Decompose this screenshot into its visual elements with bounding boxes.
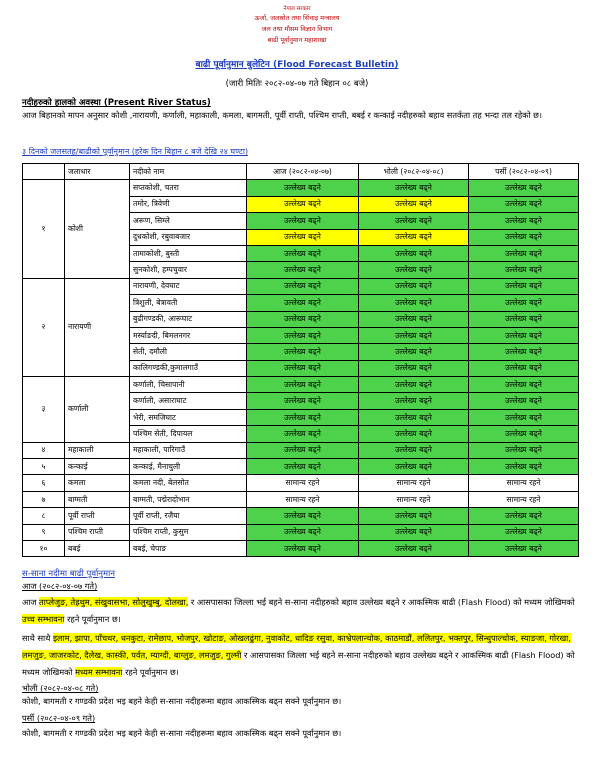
forecast-dayafter: उल्लेख्य बढ्ने <box>469 459 579 475</box>
forecast-today: उल्लेख्य बढ्ने <box>247 508 359 524</box>
table-row <box>23 459 579 475</box>
forecast-tomorrow: उल्लेख्य बढ्ने <box>359 426 469 442</box>
forecast-today: उल्लेख्य बढ्ने <box>247 426 359 442</box>
forecast-tomorrow: उल्लेख्य बढ्ने <box>359 524 469 540</box>
forecast-today: उल्लेख्य बढ्ने <box>247 278 359 294</box>
forecast-tomorrow: सामान्य रहने <box>359 475 469 491</box>
forecast-dayafter: उल्लेख्य बढ्ने <box>469 344 579 360</box>
river-station: कालिगण्डकी,कुमालगाउँ <box>130 360 247 376</box>
basin-name: कोशी <box>65 180 130 278</box>
forecast-tomorrow: उल्लेख्य बढ्ने <box>359 196 469 212</box>
forecast-tomorrow: उल्लेख्य बढ्ने <box>359 229 469 245</box>
forecast-today: उल्लेख्य बढ्ने <box>247 409 359 425</box>
forecast-tomorrow: उल्लेख्य बढ्ने <box>359 360 469 376</box>
river-station: पश्चिम राप्ती, कुसुम <box>130 524 247 540</box>
forecast-today: उल्लेख्य बढ्ने <box>247 360 359 376</box>
table-row <box>23 524 579 540</box>
river-station: तामाकोशी, बुस्ती <box>130 245 247 261</box>
basin-number: ६ <box>23 475 65 491</box>
forecast-dayafter: उल्लेख्य बढ्ने <box>469 409 579 425</box>
present-status-heading: नदीहरुको हालको अवस्था (Present River Status) <box>22 98 211 108</box>
table-row <box>23 491 579 507</box>
basin-number: २ <box>23 278 65 376</box>
org-line-3: जल तथा मौसम विज्ञान विभाग <box>261 25 333 33</box>
tomorrow-label: भोली (२०८२-०४-०८ गते) <box>22 683 99 693</box>
forecast-dayafter: उल्लेख्य बढ्ने <box>469 180 579 196</box>
table-row <box>23 508 579 524</box>
basin-name: कर्णाली <box>65 377 130 443</box>
forecast-dayafter: उल्लेख्य बढ्ने <box>469 524 579 540</box>
table-row <box>23 377 579 393</box>
river-station: कर्णाली, चिसापानी <box>130 377 247 393</box>
river-station: दुधकोशी, रबुवाबजार <box>130 229 247 245</box>
today-p2-pre: साथै साथै <box>22 633 53 643</box>
forecast-today: उल्लेख्य बढ्ने <box>247 344 359 360</box>
today-p1-districts: ताप्लेजुङ, तेह्रथुम, संखुवासभा, सोलुखुम्बु, दोलखा, <box>39 597 189 607</box>
today-p1-pre: आज <box>22 597 40 607</box>
forecast-tomorrow: उल्लेख्य बढ्ने <box>359 180 469 196</box>
today-p1-post: रहने पूर्वानुमान छ। <box>64 614 121 624</box>
dayafter-text: कोशी, बागमती र गण्डकी प्रदेश भइ बहने केही स-साना नदीहरूमा बहाव आकस्मिक बढ्न सक्ने पूर्वानुमान छ। <box>22 728 342 738</box>
header-cell: जलाधार <box>65 164 130 180</box>
table-row <box>23 278 579 294</box>
river-station: बबई, चेपाङ <box>130 540 247 556</box>
forecast-dayafter: उल्लेख्य बढ्ने <box>469 229 579 245</box>
forecast-tomorrow: उल्लेख्य बढ्ने <box>359 393 469 409</box>
forecast-today: उल्लेख्य बढ्ने <box>247 295 359 311</box>
river-station: बुढीगण्डकी, आरूघाट <box>130 311 247 327</box>
forecast-today: सामान्य रहने <box>247 491 359 507</box>
table-row <box>23 475 579 491</box>
table-row <box>23 180 579 196</box>
forecast-today: उल्लेख्य बढ्ने <box>247 377 359 393</box>
forecast-today: उल्लेख्य बढ्ने <box>247 459 359 475</box>
today-paragraph-2 <box>22 630 582 681</box>
forecast-today: उल्लेख्य बढ्ने <box>247 196 359 212</box>
forecast-dayafter: उल्लेख्य बढ्ने <box>469 540 579 556</box>
basin-name: बाग्मती <box>65 491 130 507</box>
forecast-dayafter: उल्लेख्य बढ्ने <box>469 327 579 343</box>
forecast-dayafter: उल्लेख्य बढ्ने <box>469 377 579 393</box>
basin-number: ७ <box>23 491 65 507</box>
forecast-today: उल्लेख्य बढ्ने <box>247 245 359 261</box>
small-rivers-heading: स-साना नदीमा बाढी पूर्वानुमान <box>22 569 116 579</box>
forecast-tomorrow: उल्लेख्य बढ्ने <box>359 540 469 556</box>
river-station: पश्चिम सेती, दिपायल <box>130 426 247 442</box>
forecast-dayafter: उल्लेख्य बढ्ने <box>469 393 579 409</box>
today-p2-mid: र आसपासका जिल्ला भई बहने स-साना नदीहरुको बहाव उल्लेख्य बढ्ने र आकस्मिक बाढी (Flash Flood) को मध्यम जोखिमको <box>22 650 575 677</box>
forecast-today: सामान्य रहने <box>247 475 359 491</box>
forecast-table-caption: ३ दिनको जलसतह/बाढीको पूर्वानुमान (हरेक दिन बिहान ८ बजे देखि २४ घण्टा) <box>22 147 249 156</box>
river-station: पूर्वी राप्ती, रजैया <box>130 508 247 524</box>
forecast-tomorrow: उल्लेख्य बढ्ने <box>359 442 469 458</box>
forecast-dayafter: उल्लेख्य बढ्ने <box>469 508 579 524</box>
basin-name: महाकाली <box>65 442 130 458</box>
forecast-tomorrow: उल्लेख्य बढ्ने <box>359 245 469 261</box>
forecast-dayafter: उल्लेख्य बढ्ने <box>469 213 579 229</box>
org-line-1: नेपाल सरकार <box>283 6 311 12</box>
today-p1-mid: र आसपासका जिल्ला भई बहने स-साना नदीहरुको बहाव उल्लेख्य बढ्ने र आकस्मिक बाढी (Flash Flood) को मध्यम जोखिमको <box>188 597 575 607</box>
today-p2-districts: इलाम, झापा, पाँचथर, धनकुटा, रामेछाप, भोजपुर, खोटाङ, ओखलढुंगा, नुवाकोट, धादिङ रसुवा, काभ्रेपलान्चोक, काठमाडौं, ललितपुर, भक्तपुर, सिन्धुपाल्चोक, स्याङजा, गोरखा, लमजुङ, जाजरकोट, दैलेख, कास्की, पर्वत, म्याग्दी, बाग्लुङ, लमजुङ, गुल्मी <box>22 633 571 660</box>
forecast-today: उल्लेख्य बढ्ने <box>247 393 359 409</box>
today-p2-post: रहने पूर्वानुमान छ। <box>122 667 179 677</box>
forecast-dayafter: उल्लेख्य बढ्ने <box>469 262 579 278</box>
forecast-tomorrow: उल्लेख्य बढ्ने <box>359 295 469 311</box>
basin-name: पूर्वी राप्ती <box>65 508 130 524</box>
header-cell <box>23 164 65 180</box>
forecast-tomorrow: उल्लेख्य बढ्ने <box>359 311 469 327</box>
present-status-text: आज बिहानको मापन अनुसार कोशी ,नारायणी, कर्णाली, महाकाली, कमला, बागमती, पूर्वी राप्ती, पश्चिम राप्ती, बबई र कन्काई नदीहरुको बहाव सतर्कता तह भन्दा तल रहेको छ। <box>22 110 543 120</box>
river-station: कर्णाली, असाराघाट <box>130 393 247 409</box>
basin-name: पश्चिम राप्ती <box>65 524 130 540</box>
river-station: सेती, दमौली <box>130 344 247 360</box>
table-row <box>23 540 579 556</box>
today-paragraph-1 <box>22 594 582 628</box>
forecast-dayafter: उल्लेख्य बढ्ने <box>469 196 579 212</box>
forecast-tomorrow: उल्लेख्य बढ्ने <box>359 327 469 343</box>
forecast-tomorrow: उल्लेख्य बढ्ने <box>359 213 469 229</box>
forecast-dayafter: उल्लेख्य बढ्ने <box>469 278 579 294</box>
forecast-dayafter: उल्लेख्य बढ्ने <box>469 295 579 311</box>
river-station: अरूण, सिम्ले <box>130 213 247 229</box>
basin-number: ९ <box>23 524 65 540</box>
today-p2-highlight: मध्यम सम्भावना <box>75 667 123 677</box>
bulletin-title: बाढी पूर्वानुमान बुलेटिन (Flood Forecast Bulletin) <box>195 60 399 70</box>
forecast-tomorrow: उल्लेख्य बढ्ने <box>359 377 469 393</box>
river-station: नारायणी, देवघाट <box>130 278 247 294</box>
basin-number: १० <box>23 540 65 556</box>
org-line-4: बाढी पूर्वानुमान महाशाखा <box>267 36 327 44</box>
basin-name: कमला <box>65 475 130 491</box>
river-station: तमोर, त्रिवेणी <box>130 196 247 212</box>
issued-date: (जारी मितिः २०८२-०४-०७ गते बिहान ०८ बजे) <box>225 79 369 89</box>
river-station: सुनकोशी, हम्पचुवार <box>130 262 247 278</box>
header-cell: भोली (२०८२-०४-०८) <box>359 164 469 180</box>
river-station: बाग्मती, पद्मेरादोभान <box>130 491 247 507</box>
today-label: आज (२०८२-०४-०७ गते) <box>22 581 98 591</box>
header-cell: आज (२०८२-०४-०७) <box>247 164 359 180</box>
river-station: भेरी, समजिघाट <box>130 409 247 425</box>
forecast-dayafter: उल्लेख्य बढ्ने <box>469 245 579 261</box>
basin-name: बबई <box>65 540 130 556</box>
forecast-today: उल्लेख्य बढ्ने <box>247 327 359 343</box>
forecast-table-header <box>23 164 579 180</box>
forecast-tomorrow: सामान्य रहने <box>359 491 469 507</box>
forecast-dayafter: उल्लेख्य बढ्ने <box>469 442 579 458</box>
forecast-dayafter: सामान्य रहने <box>469 475 579 491</box>
basin-number: ५ <box>23 459 65 475</box>
forecast-dayafter: उल्लेख्य बढ्ने <box>469 311 579 327</box>
forecast-dayafter: उल्लेख्य बढ्ने <box>469 426 579 442</box>
river-station: महाकाली, पारिगाउँ <box>130 442 247 458</box>
forecast-dayafter: सामान्य रहने <box>469 491 579 507</box>
basin-name: कन्काई <box>65 459 130 475</box>
basin-number: १ <box>23 180 65 278</box>
river-station: कन्काई, मैनाचुली <box>130 459 247 475</box>
forecast-table <box>22 163 579 557</box>
river-station: मर्स्याङदी, बिमलनगर <box>130 327 247 343</box>
basin-number: ४ <box>23 442 65 458</box>
tomorrow-text: कोशी, बागमती र गण्डकी प्रदेश भइ बहने केही स-साना नदीहरूमा बहाव आकस्मिक बढ्न सक्ने पूर्वानुमान छ। <box>22 696 342 706</box>
today-p1-highlight: उच्च सम्भावना <box>22 614 65 624</box>
forecast-today: उल्लेख्य बढ्ने <box>247 311 359 327</box>
forecast-today: उल्लेख्य बढ्ने <box>247 442 359 458</box>
dayafter-label: पर्सी (२०८२-०४-०९ गते) <box>22 713 96 723</box>
forecast-tomorrow: उल्लेख्य बढ्ने <box>359 459 469 475</box>
table-row <box>23 442 579 458</box>
forecast-today: उल्लेख्य बढ्ने <box>247 213 359 229</box>
header-cell: पर्सी (२०८२-०४-०९) <box>469 164 579 180</box>
header-cell: नदीको नाम <box>130 164 247 180</box>
forecast-tomorrow: उल्लेख्य बढ्ने <box>359 262 469 278</box>
forecast-today: उल्लेख्य बढ्ने <box>247 229 359 245</box>
river-station: कमला नदी, बेलसोत <box>130 475 247 491</box>
forecast-today: उल्लेख्य बढ्ने <box>247 180 359 196</box>
basin-name: नारायणी <box>65 278 130 376</box>
basin-number: ३ <box>23 377 65 443</box>
forecast-tomorrow: उल्लेख्य बढ्ने <box>359 508 469 524</box>
river-station: सप्तकोशी, चतरा <box>130 180 247 196</box>
forecast-table-body <box>23 180 579 557</box>
basin-number: ८ <box>23 508 65 524</box>
org-line-2: ऊर्जा, जलस्रोत तथा सिंचाइ मन्त्रालय <box>254 14 340 22</box>
forecast-tomorrow: उल्लेख्य बढ्ने <box>359 278 469 294</box>
forecast-tomorrow: उल्लेख्य बढ्ने <box>359 344 469 360</box>
forecast-today: उल्लेख्य बढ्ने <box>247 524 359 540</box>
forecast-dayafter: उल्लेख्य बढ्ने <box>469 360 579 376</box>
forecast-today: उल्लेख्य बढ्ने <box>247 540 359 556</box>
forecast-tomorrow: उल्लेख्य बढ्ने <box>359 409 469 425</box>
river-station: त्रिशुली, बेत्रावती <box>130 295 247 311</box>
forecast-today: उल्लेख्य बढ्ने <box>247 262 359 278</box>
